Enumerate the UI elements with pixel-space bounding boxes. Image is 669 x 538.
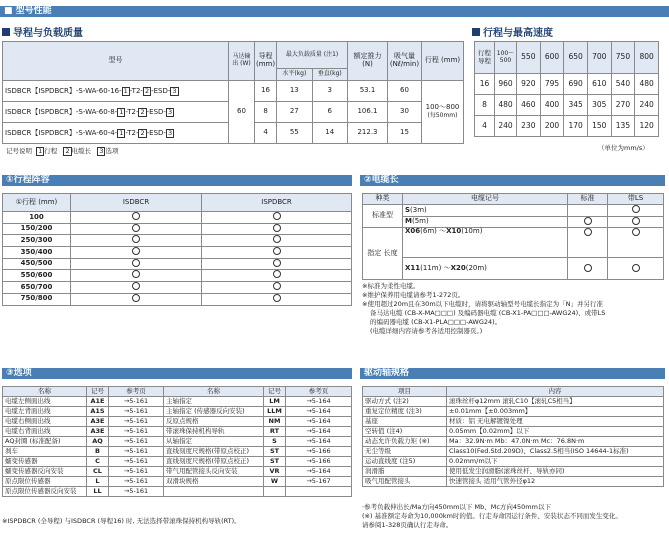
table-row: 空转值 (注4) 0.05mm【0.02mm】以下 [363,427,664,437]
cable-table: 种类 电缆记号 标准 带LS 标准型 S(3m) M(5m) 指定 长度 X06(6m) 〜X10(10m) X11(11m) 〜X20(20m) [362,193,664,280]
section-bar-performance: ■ 型号性能 [0,6,669,17]
circle-mark-icon [632,217,640,225]
spec-notes: ·参考负载伸出长/Ma方向450mm以下 Mb、Mc方向450mm以下 (※) 基准额定寿命为10,000km时的值。行走寿命因运行条件、安装状态不同而发生变化。 请参阅1-328页确认行走寿命。 [362,503,622,529]
header-horizontal: 水平(kg) [277,69,312,81]
table-row: M(5m) [363,216,664,228]
circle-mark-icon [273,224,281,232]
cable-notes: ※标准为柔性电缆。 ※维护保养用电缆请参考1-272页。 ※使用超过20m且在30m以下电缆时，请将驱动轴型号电缆长指定为「N」并另行准 备马达电缆 (CB-X-MA□□□) 及编码器电缆 (CB-X1-PA□□□-AWG24)、或带LS 的编码器电缆 (CB-X1-PLA□□□-AWG24)。 (电缆详细内容请参考各适用控制器页。) [362,282,606,335]
circle-mark-icon [132,259,140,267]
circle-mark-icon [132,270,140,278]
circle-mark-icon [273,270,281,278]
circle-mark-icon [584,217,592,225]
table-row: 150/200 [3,223,352,235]
circle-mark-icon [273,247,281,255]
table-row: 电缆右侧面出线 A3E →5-161 反原点规格 NM →5-164 [3,417,352,427]
square-bullet-icon [2,28,10,36]
circle-mark-icon [132,235,140,243]
circle-mark-icon [132,212,140,220]
table-row: 550/600 [3,270,352,282]
table-row: 吸气用配管接头 快速管接头 适用气管外径φ12 [363,477,664,487]
table-row: AQ封圈 (标准配备) AQ →5-161 从轴指定 S →5-164 [3,437,352,447]
circle-mark-icon [273,212,281,220]
table-row: 8 480 460 400 345 305 270 240 [475,95,659,116]
table-row: 驱动方式 (注2) 滚珠丝杆φ12mm 滚轧C10【滚轧C5相当】 [363,397,664,407]
section-bar-spec: 驱动轴规格 [360,368,665,379]
table-row: 350/400 [3,247,352,259]
table-row: 电缆右背面出线 A3E →5-161 带滚珠保持机构导轨 RT →5-164 [3,427,352,437]
stroke-cell: 100〜800 (每50mm) [422,81,464,144]
speed-section-title: 行程与最高速度 [472,24,553,39]
header-air: 吸气量 (Nℓ/min) [388,42,422,81]
circle-mark-icon [132,247,140,255]
table-row: 刹车 B →5-161 直线刻度尺规格(带原点校正) ST →5-166 [3,447,352,457]
section-bar-cable: ②电缆长 [360,175,665,186]
table-row: 蠕变传感器反向安装 CL →5-161 带气用配管接头反向安装 VR →5-164 [3,467,352,477]
table-row: 原点限位传感器反向安装 LL →5-161 [3,487,352,497]
header-lead: 导程 (mm) [255,42,277,81]
table-row: 运动直线度 (注5) 0.02mm/m以下 [363,457,664,467]
circle-mark-icon [584,228,592,236]
table-row: 基座 材质：铝 无电解镀镍处理 [363,417,664,427]
table-row: 电缆左背面出线 A1S →5-161 主轴指定 (传感器反向安装) LLM →5-164 [3,407,352,417]
table-row: 蠕变传感器 C →5-161 直线刻度尺规格(带原点校正) ST →5-166 [3,457,352,467]
square-bullet-icon [472,28,480,36]
header-model: 型号 [3,42,229,81]
table-row: 250/300 [3,235,352,247]
table-row: 指定 长度 X06(6m) 〜X10(10m) [363,228,664,258]
table-row: 重复定位精度 (注3) ±0.01mm【±0.003mm】 [363,407,664,417]
circle-mark-icon [584,264,592,272]
table-row: 450/500 [3,258,352,270]
model-cell: ISDBCR【ISPDBCR】-S-WA-60-8- 1 -T2- 2 -ESD- 3 [3,102,229,123]
table-row: 润滑脂 使用低发尘润滑脂(滚珠丝杆、导轨亦同) [363,467,664,477]
circle-mark-icon [632,264,640,272]
table-row: 电缆左侧面出线 A1E →5-161 主轴指定 LM →5-164 [3,397,352,407]
table-row: 4 240 230 200 170 150 135 120 [475,116,659,137]
header-motor: 马达输出 (W) [229,42,255,81]
circle-mark-icon [273,259,281,267]
table-row: ISDBCR【ISPDBCR】-S-WA-60-8- 1 -T2- 2 -ESD- 3 8 27 6 106.1 30 [3,102,464,123]
circle-mark-icon [132,294,140,302]
table-row: 650/700 [3,282,352,294]
header-thrust: 额定推力 (N) [348,42,388,81]
table-row: ISDBCR【ISPDBCR】-S-WA-60-4- 1 -T2- 2 -ESD- 3 4 55 14 212.3 15 [3,123,464,144]
load-section-title: 导程与负载质量 [2,24,83,39]
circle-mark-icon [273,235,281,243]
circle-mark-icon [132,224,140,232]
speed-unit: （单位为mm/s） [598,144,649,152]
header-maxload: 最大负载质量 (注1) [277,42,348,69]
circle-mark-icon [273,294,281,302]
table-row: X11(11m) 〜X20(20m) [363,258,664,280]
table-row: ISDBCR【ISPDBCR】-S-WA-60-16- 1 -T2- 2 -ESD- 3 60 16 13 3 53.1 60 100〜800 (每50mm) [3,81,464,102]
circle-mark-icon [632,205,640,213]
table-row: 标准型 S(3m) [363,205,664,217]
circle-mark-icon [273,282,281,290]
legend: 记号说明 1 行程 2 电缆长 3 选项 [6,147,119,155]
circle-mark-icon [632,228,640,236]
table-row: 动态允许负载力矩 (※) Ma：32.9N·m Mb：47.0N·m Mc：76.8N·m [363,437,664,447]
load-table [2,41,464,144]
options-note: ※ISPDBCR (全导程) 与ISDBCR (导程16) 时, 无法选择带滚珠保持机构导轨(RT)。 [2,517,241,525]
header-stroke: 行程 (mm) [422,42,464,81]
table-row: 100 [3,212,352,224]
motor-cell: 60 [229,81,255,144]
circle-mark-icon [132,282,140,290]
speed-table: 行程 导程 100〜500 550 600 650 700 750 800 16 960 920 795 690 610 540 480 8 480 460 400 345 305 270 240 4 240 230 200 170 150 135 120 [474,41,659,137]
spec-table: 项目 内容 驱动方式 (注2) 滚珠丝杆φ12mm 滚轧C10【滚轧C5相当】 重复定位精度 (注3) ±0.01mm【±0.003mm】 基座 材质：铝 无电解镀镍处理 空转值 (注4) 0.05mm【0.02mm】以下 动态允许负载力矩 (※) Ma：32.9N·m Mb：47.0N·m Mc：76.8N·m 无尘等级 Class10(Fed.Std.209D)、Class2.5相当(ISO 14644-1标准) 运动直线度 (注5) 0.02mm/m以下 润滑脂 使用低发尘润滑脂(滚珠丝杆、导轨亦同) 吸气用配管接头 快速管接头 适用气管外径φ12 [362,386,664,487]
model-cell: ISDBCR【ISPDBCR】-S-WA-60-4- 1 -T2- 2 -ESD- 3 [3,123,229,144]
table-row: 无尘等级 Class10(Fed.Std.209D)、Class2.5相当(ISO 14644-1标准) [363,447,664,457]
section-bar-options: ③选项 [2,368,352,379]
section-bar-stroke: ①行程阵容 [2,175,352,186]
table-row: 750/800 [3,293,352,305]
options-table: 名称 记号 参考页 名称 记号 参考页 电缆左侧面出线 A1E →5-161 主轴指定 LM →5-164 电缆左背面出线 A1S →5-161 主轴指定 (传感器反向安装) LLM →5-164 电缆右侧面出线 A3E →5-161 反原点规格 NM →5-164 电缆右背面出线 A3E →5-161 带滚珠保持机构导轨 RT →5-164 AQ封圈 (标准配备) AQ →5-161 从轴指定 S →5-164 刹车 B →5-161 直线刻度尺规格(带原点校正) ST →5-166 蠕变传感器 C →5-161 直线刻度尺规格(带原点校正) ST →5-166 蠕变传感器反向安装 CL →5-161 带气用配管接头反向安装 VR →5-164 原点限位传感器 L →5-161 双滑块规格 W →5-167 原点限位传感器反向安装 LL →5-161 [2,386,352,497]
model-cell: ISDBCR【ISPDBCR】-S-WA-60-16- 1 -T2- 2 -ESD- 3 [3,81,229,102]
table-row: 16 960 920 795 690 610 540 480 [475,74,659,95]
header-vertical: 垂直(kg) [312,69,347,81]
table-row: 原点限位传感器 L →5-161 双滑块规格 W →5-167 [3,477,352,487]
stroke-table: ①行程 (mm) ISDBCR ISPDBCR 100 150/200 250/300 350/400 450/500 550/600 650/700 750/800 [2,193,352,306]
